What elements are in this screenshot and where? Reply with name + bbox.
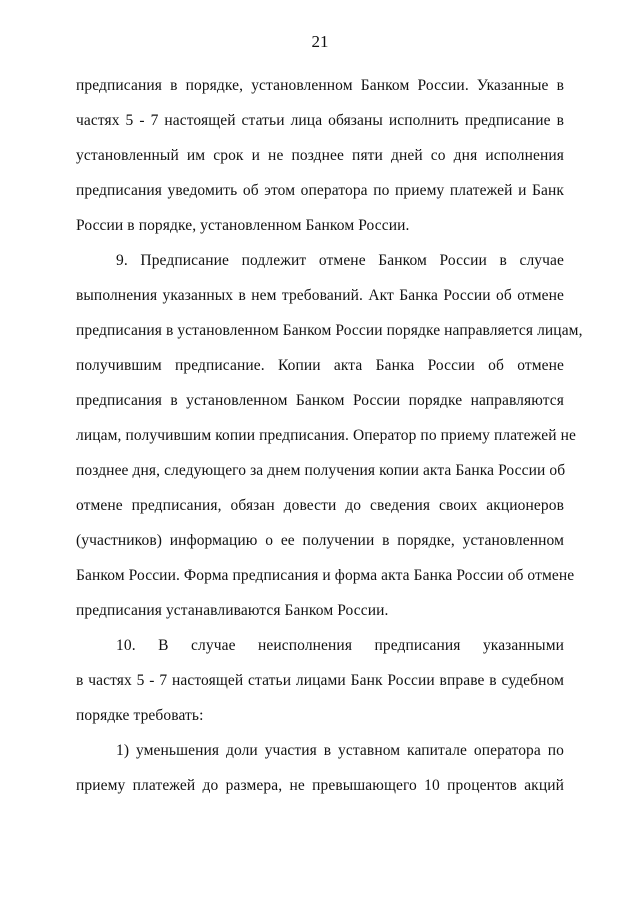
text-line: России в порядке, установленном Банком России. [76,217,410,234]
text-line: предписания в установленном Банком России порядке направляются [76,392,564,409]
text-line: частях 5 - 7 настоящей статьи лица обязаны исполнить предписание в [76,112,564,129]
text-line: позднее дня, следующего за днем получения копии акта Банка России об [76,462,566,479]
text-line: (участников) информацию о ее получении в порядке, установленном [76,532,564,549]
text-line: предписания уведомить об этом оператора по приему платежей и Банк [76,182,564,199]
text-line: 10. В случае неисполнения предписания указанными [116,637,564,654]
text-line: предписания в порядке, установленном Банком России. Указанные в [76,77,564,94]
text-line: 9. Предписание подлежит отмене Банком России в случае [116,252,564,269]
text-line: Банком России. Форма предписания и форма акта Банка России об отмене [76,567,575,584]
text-line: предписания в установленном Банком России порядке направляется лицам, [76,322,583,339]
text-line: в частях 5 - 7 настоящей статьи лицами Банк России вправе в судебном [76,672,564,689]
text-line: установленный им срок и не позднее пяти дней со дня исполнения [76,147,564,164]
text-line: предписания устанавливаются Банком России. [76,602,389,619]
text-line: получившим предписание. Копии акта Банка России об отмене [76,357,564,374]
text-line: выполнения указанных в нем требований. Акт Банка России об отмене [76,287,564,304]
text-line: приему платежей до размера, не превышающего 10 процентов акций [76,777,564,794]
text-line: 1) уменьшения доли участия в уставном капитале оператора по [116,742,564,759]
text-line: порядке требовать: [76,707,204,724]
text-line: лицам, получившим копии предписания. Оператор по приему платежей не [76,427,576,444]
text-line: отмене предписания, обязан довести до сведения своих акционеров [76,497,564,514]
page-number: 21 [311,32,329,51]
